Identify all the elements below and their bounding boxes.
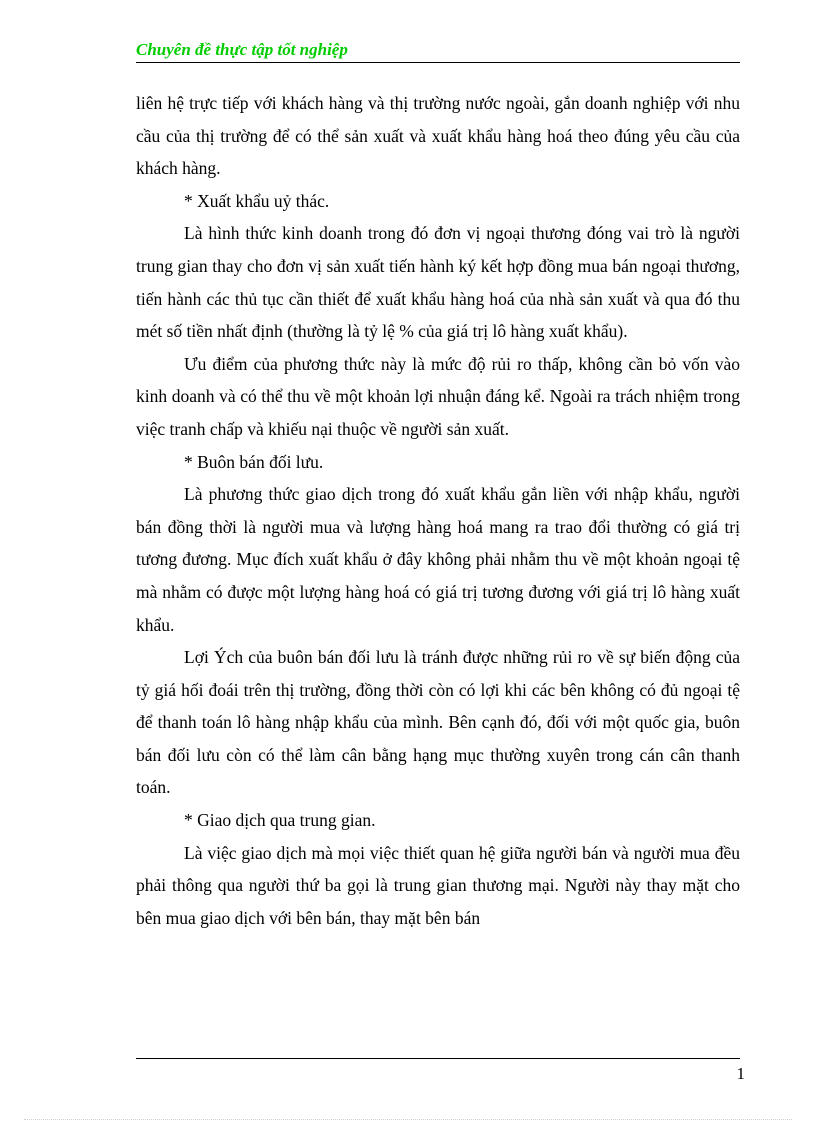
paragraph: Ưu điểm của phương thức này là mức độ rủi ro thấp, không cần bỏ vốn vào kinh doanh và có thể thu về một khoản lợi nhuận đáng kể. Ngoài ra trách nhiệm trong việc tranh chấp và khiếu nại thuộc về người sản xuất. <box>136 353 740 439</box>
body-text <box>136 87 740 934</box>
subheading-giao-dich-qua-trung-gian: * Giao dịch qua trung gian. <box>184 810 376 831</box>
running-header-title: Chuyên đề thực tập tốt nghiệp <box>136 40 348 59</box>
paragraph: Là việc giao dịch mà mọi việc thiết quan hệ giữa người bán và người mua đều phải thông qua người thứ ba gọi là trung gian thương mại. Người này thay mặt cho bên mua giao dịch với bên bán, thay mặt bên bán <box>136 842 740 928</box>
subheading-xuat-khau-uy-thac: * Xuất khẩu uỷ thác. <box>184 190 330 211</box>
page-edge-divider <box>24 1119 792 1120</box>
page-number: 1 <box>736 1064 745 1083</box>
header-rule <box>136 62 740 63</box>
subheading-buon-ban-doi-luu: * Buôn bán đối lưu. <box>184 451 324 472</box>
paragraph: Là phương thức giao dịch trong đó xuất khẩu gắn liền với nhập khẩu, người bán đồng thời là người mua và lượng hàng hoá mang ra trao đổi thường có giá trị tương đương. Mục đích xuất khẩu ở đây không phải nhằm thu về một khoản ngoại tệ mà nhằm có được một lượng hàng hoá có giá trị tương đương với giá trị lô hàng xuất khẩu. <box>136 484 740 635</box>
paragraph: Là hình thức kinh doanh trong đó đơn vị ngoại thương đóng vai trò là người trung gian thay cho đơn vị sản xuất tiến hành ký kết hợp đồng mua bán ngoại thương, tiến hành các thủ tục cần thiết để xuất khẩu hàng hoá của nhà sản xuất và qua đó thu mét số tiền nhất định (thường là tỷ lệ % của giá trị lô hàng xuất khẩu). <box>136 223 740 342</box>
footer-rule <box>136 1058 740 1059</box>
paragraph-continuation: liên hệ trực tiếp với khách hàng và thị trường nước ngoài, gắn doanh nghiệp với nhu cầu của thị trường để có thể sản xuất và xuất khẩu hàng hoá theo đúng yêu cầu của khách hàng. <box>136 93 740 179</box>
paragraph: Lợi Ých của buôn bán đối lưu là tránh được những rủi ro về sự biến động của tỷ giá hối đoái trên thị trường, đồng thời còn có lợi khi các bên không có đủ ngoại tệ để thanh toán lô hàng nhập khẩu của mình. Bên cạnh đó, đối với một quốc gia, buôn bán đối lưu còn có thể làm cân bằng hạng mục thường xuyên trong cán cân thanh toán. <box>136 647 740 798</box>
